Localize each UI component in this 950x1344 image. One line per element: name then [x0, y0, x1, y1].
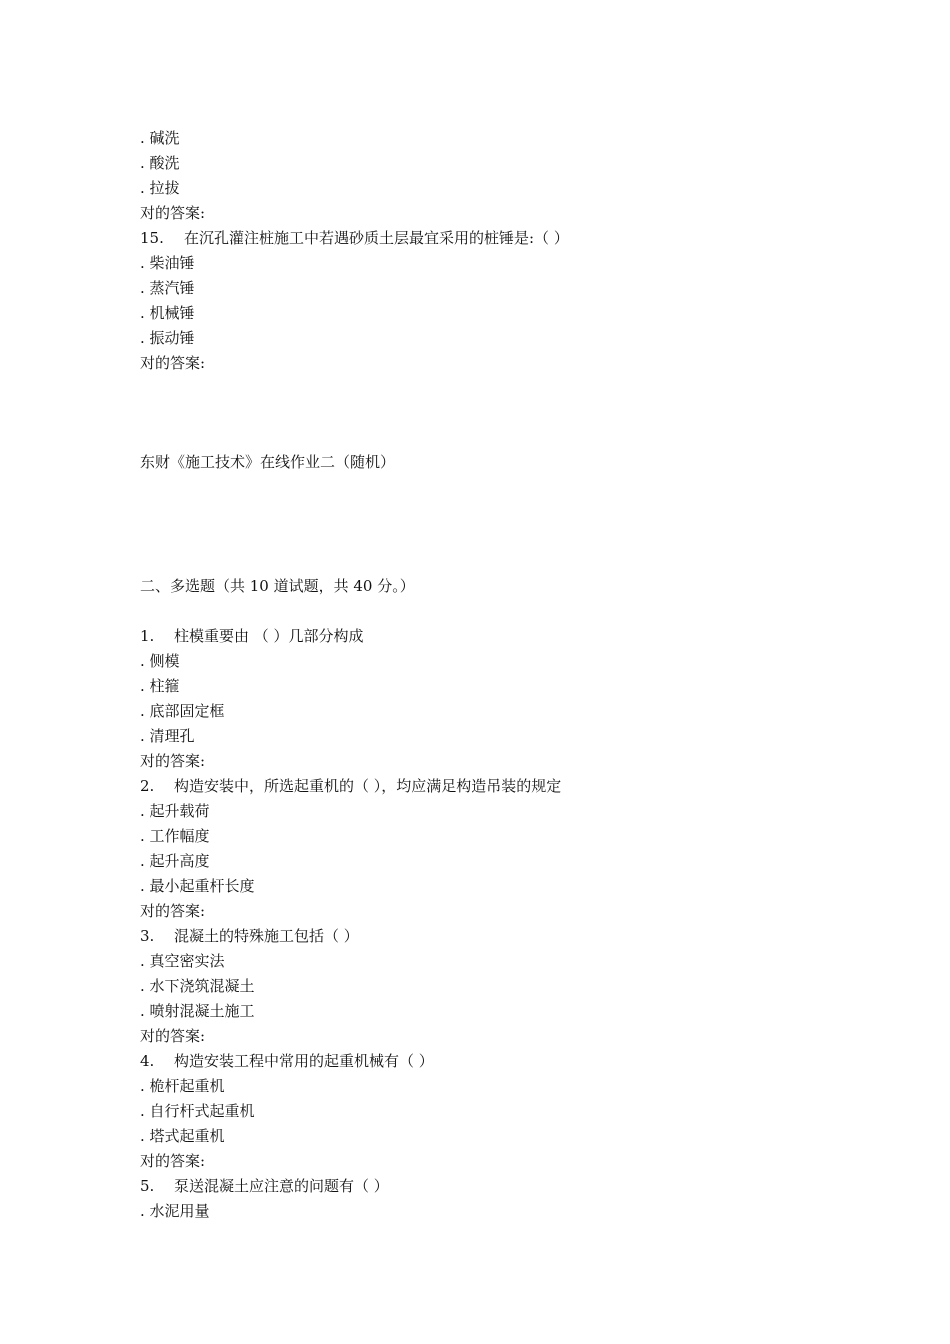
option-line: . 起升高度 — [140, 852, 210, 870]
option-line: . 拉拔 — [140, 179, 180, 197]
question-5 — [140, 1174, 900, 1199]
section-heading: 二、多选题（共 10 道试题，共 40 分。） — [140, 577, 415, 595]
question-number: 4. — [140, 1052, 155, 1070]
option-line: . 碱洗 — [140, 129, 180, 147]
answer-label: 对的答案: — [140, 1152, 206, 1170]
question-text: 混凝土的特殊施工包括（ ） — [174, 927, 359, 945]
document-page — [140, 126, 900, 1224]
question-number: 3. — [140, 927, 155, 945]
question-number: 5. — [140, 1177, 155, 1195]
question-3 — [140, 924, 900, 949]
question-4 — [140, 1049, 900, 1074]
answer-label: 对的答案: — [140, 752, 206, 770]
option-line: . 侧模 — [140, 652, 180, 670]
option-line: . 清理孔 — [140, 727, 195, 745]
question-text: 构造安装中，所选起重机的（ ），均应满足构造吊装的规定 — [174, 777, 562, 795]
question-text: 泵送混凝土应注意的问题有（ ） — [174, 1177, 389, 1195]
option-line: . 柱箍 — [140, 677, 180, 695]
question-number: 2. — [140, 777, 155, 795]
answer-label: 对的答案: — [140, 354, 206, 372]
option-line: . 工作幅度 — [140, 827, 210, 845]
option-line: . 桅杆起重机 — [140, 1077, 225, 1095]
question-number: 1. — [140, 627, 155, 645]
option-line: . 起升载荷 — [140, 802, 210, 820]
option-line: . 自行杆式起重机 — [140, 1102, 255, 1120]
question-text: 柱模重要由 （ ）几部分构成 — [174, 627, 364, 645]
option-line: . 真空密实法 — [140, 952, 225, 970]
option-line: . 塔式起重机 — [140, 1127, 225, 1145]
option-line: . 蒸汽锤 — [140, 279, 195, 297]
answer-label: 对的答案: — [140, 1027, 206, 1045]
option-line: . 振动锤 — [140, 329, 195, 347]
question-1 — [140, 624, 900, 649]
option-line: . 喷射混凝土施工 — [140, 1002, 255, 1020]
answer-label: 对的答案: — [140, 204, 206, 222]
option-line: . 机械锤 — [140, 304, 195, 322]
option-line: . 最小起重杆长度 — [140, 877, 255, 895]
option-line: . 酸洗 — [140, 154, 180, 172]
option-line: . 柴油锤 — [140, 254, 195, 272]
document-title: 东财《施工技术》在线作业二（随机） — [140, 453, 396, 471]
question-15 — [140, 226, 900, 251]
option-line: . 底部固定框 — [140, 702, 225, 720]
answer-label: 对的答案: — [140, 902, 206, 920]
option-line: . 水下浇筑混凝土 — [140, 977, 255, 995]
question-text: 在沉孔灌注桩施工中若遇砂质土层最宜采用的桩锤是:（ ） — [184, 229, 569, 247]
question-2 — [140, 774, 900, 799]
question-number: 15. — [140, 229, 164, 247]
option-line: . 水泥用量 — [140, 1202, 210, 1220]
question-text: 构造安装工程中常用的起重机械有（ ） — [174, 1052, 434, 1070]
